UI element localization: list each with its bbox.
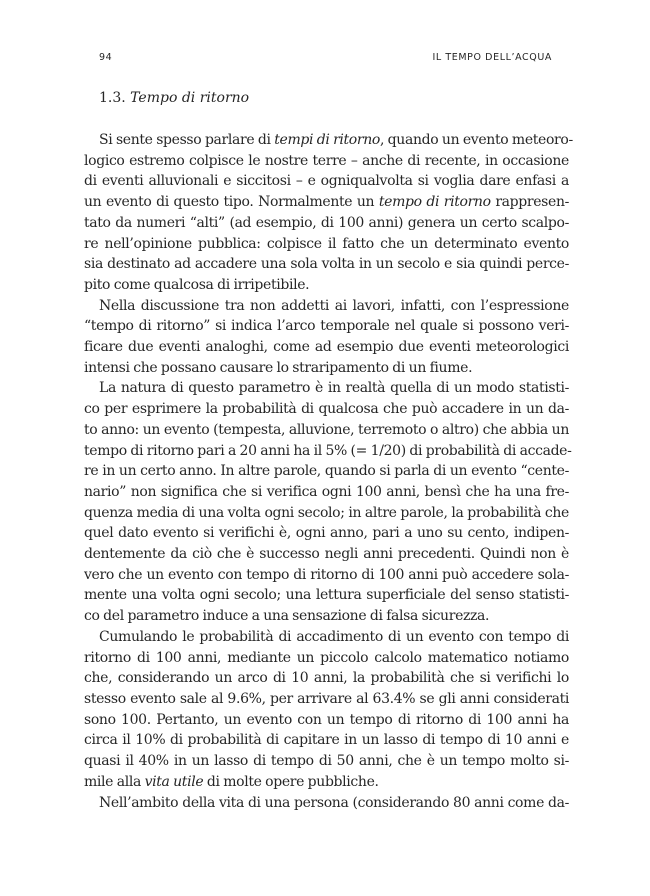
paragraph bbox=[84, 378, 572, 626]
text-run: tempo di ritorno pari a 20 anni ha il 5% (= 1/20) di probabilità di accade- bbox=[84, 442, 572, 459]
text-line bbox=[84, 316, 569, 337]
text-run: “tempo di ritorno” si indica l’arco temporale nel quale si possono veri- bbox=[84, 318, 569, 335]
text-run: di eventi alluvionali e siccitosi – e ogniqualvolta si voglia dare enfasi a bbox=[84, 173, 569, 190]
text-line bbox=[84, 565, 569, 586]
text-run: mente una volta ogni secolo; una lettura superficiale del senso statisti- bbox=[84, 587, 569, 604]
text-run: co del parametro induce a una sensazione di falsa sicurezza. bbox=[84, 608, 490, 625]
text-line bbox=[84, 337, 569, 358]
text-line bbox=[84, 585, 569, 606]
text-line bbox=[84, 296, 569, 317]
text-run: , quando un evento meteoro- bbox=[379, 132, 573, 148]
text-line bbox=[84, 254, 569, 275]
text-line bbox=[84, 358, 569, 379]
text-line bbox=[84, 171, 569, 192]
text-run: quenza media di una volta ogni secolo; in altre parole, la probabilità che bbox=[84, 504, 569, 521]
text-line bbox=[84, 151, 569, 172]
text-run: circa il 10% di probabilità di capitare in un lasso di tempo di 10 anni e bbox=[84, 732, 569, 749]
text-run: co per esprimere la probabilità di qualcosa che può accadere in un da- bbox=[84, 401, 569, 418]
text-run: Si sente spesso parlare di bbox=[99, 132, 275, 148]
text-run: dentemente da ciò che è successo negli anni precedenti. Quindi non è bbox=[84, 546, 569, 563]
text-line bbox=[84, 689, 569, 710]
text-run: tato da numeri “alti” (ad esempio, di 100 anni) genera un certo scalpo- bbox=[84, 214, 569, 231]
text-run: nario” non significa che si verifica ogni 100 anni, bensì che ha una fre- bbox=[84, 483, 569, 500]
text-line bbox=[84, 648, 569, 669]
text-run: stesso evento sale al 9.6%, per arrivare al 63.4% se gli anni considerati bbox=[84, 690, 569, 707]
text-run: quasi il 40% in un lasso di tempo di 50 anni, che è un tempo molto si- bbox=[84, 753, 569, 770]
text-line bbox=[84, 192, 569, 213]
italic-term: vita utile bbox=[144, 773, 204, 790]
running-head bbox=[99, 52, 552, 66]
text-run: sia destinato ad accadere una sola volta in un secolo e sia quindi perce- bbox=[84, 256, 569, 273]
text-line bbox=[84, 730, 569, 751]
text-run: pito come qualcosa di irripetibile. bbox=[84, 276, 310, 293]
text-run: che, considerando un arco di 10 anni, la probabilità che si verifichi lo bbox=[84, 670, 569, 687]
italic-term: tempo di ritorno bbox=[378, 194, 491, 211]
text-line bbox=[84, 461, 569, 482]
text-line bbox=[84, 793, 569, 814]
text-line bbox=[84, 710, 569, 731]
text-run: Cumulando le probabilità di accadimento di un evento con tempo di bbox=[99, 628, 569, 645]
text-line bbox=[84, 606, 569, 627]
text-run: Nella discussione tra non addetti ai lavori, infatti, con l’espressione bbox=[99, 297, 569, 314]
text-line bbox=[84, 772, 569, 793]
text-run: quel dato evento si verifichi è, ogni anno, pari a uno su cento, indipen- bbox=[84, 525, 569, 542]
text-line bbox=[84, 234, 569, 255]
paragraph bbox=[84, 627, 569, 793]
text-line bbox=[84, 441, 572, 462]
paragraph bbox=[84, 296, 569, 379]
text-line bbox=[84, 523, 569, 544]
text-run: mile alla bbox=[84, 773, 145, 790]
text-run: re nell’opinione pubblica: colpisce il fatto che un determinato evento bbox=[84, 235, 569, 252]
text-run: ficare due eventi analoghi, come ad esempio due eventi meteorologici bbox=[84, 339, 569, 356]
text-run: intensi che possano causare lo straripamento di un fiume. bbox=[84, 359, 473, 376]
text-run: La natura di questo parametro è in realtà quella di un modo statisti- bbox=[99, 380, 569, 397]
text-line bbox=[84, 544, 569, 565]
text-line bbox=[84, 668, 569, 689]
text-line bbox=[84, 751, 569, 772]
text-line bbox=[84, 275, 569, 296]
paragraph bbox=[84, 793, 569, 814]
section-heading bbox=[99, 90, 249, 106]
italic-term: tempi di ritorno bbox=[274, 132, 380, 148]
text-run: sono 100. Pertanto, un evento con un tempo di ritorno di 100 anni ha bbox=[84, 711, 569, 728]
body-text bbox=[84, 130, 573, 813]
text-line bbox=[84, 503, 569, 524]
page-number: 94 bbox=[99, 52, 113, 63]
text-line bbox=[84, 420, 569, 441]
text-line bbox=[84, 378, 569, 399]
text-line bbox=[84, 399, 569, 420]
text-run: vero che un evento con tempo di ritorno di 100 anni può accedere sola- bbox=[84, 566, 569, 583]
text-run: re in un certo anno. In altre parole, quando si parla di un evento “cente- bbox=[84, 463, 569, 480]
section-title: Tempo di ritorno bbox=[130, 90, 250, 106]
text-run: to anno: un evento (tempesta, alluvione, terremoto o altro) che abbia un bbox=[84, 421, 569, 438]
text-line bbox=[84, 213, 569, 234]
text-line bbox=[84, 482, 569, 503]
text-line bbox=[84, 627, 569, 648]
text-line bbox=[84, 130, 573, 151]
text-run: Nell’ambito della vita di una persona (considerando 80 anni come da- bbox=[99, 794, 569, 811]
text-run: rappresen- bbox=[490, 194, 569, 211]
text-run: un evento di questo tipo. Normalmente un bbox=[84, 194, 379, 211]
text-run: di molte opere pubbliche. bbox=[203, 773, 379, 790]
section-number: 1.3. bbox=[99, 90, 126, 106]
running-title: IL TEMPO DELL’ACQUA bbox=[432, 52, 552, 63]
paragraph bbox=[84, 130, 573, 296]
text-run: ritorno di 100 anni, mediante un piccolo calcolo matematico notiamo bbox=[84, 649, 569, 666]
text-run: logico estremo colpisce le nostre terre – anche di recente, in occasione bbox=[84, 152, 569, 169]
